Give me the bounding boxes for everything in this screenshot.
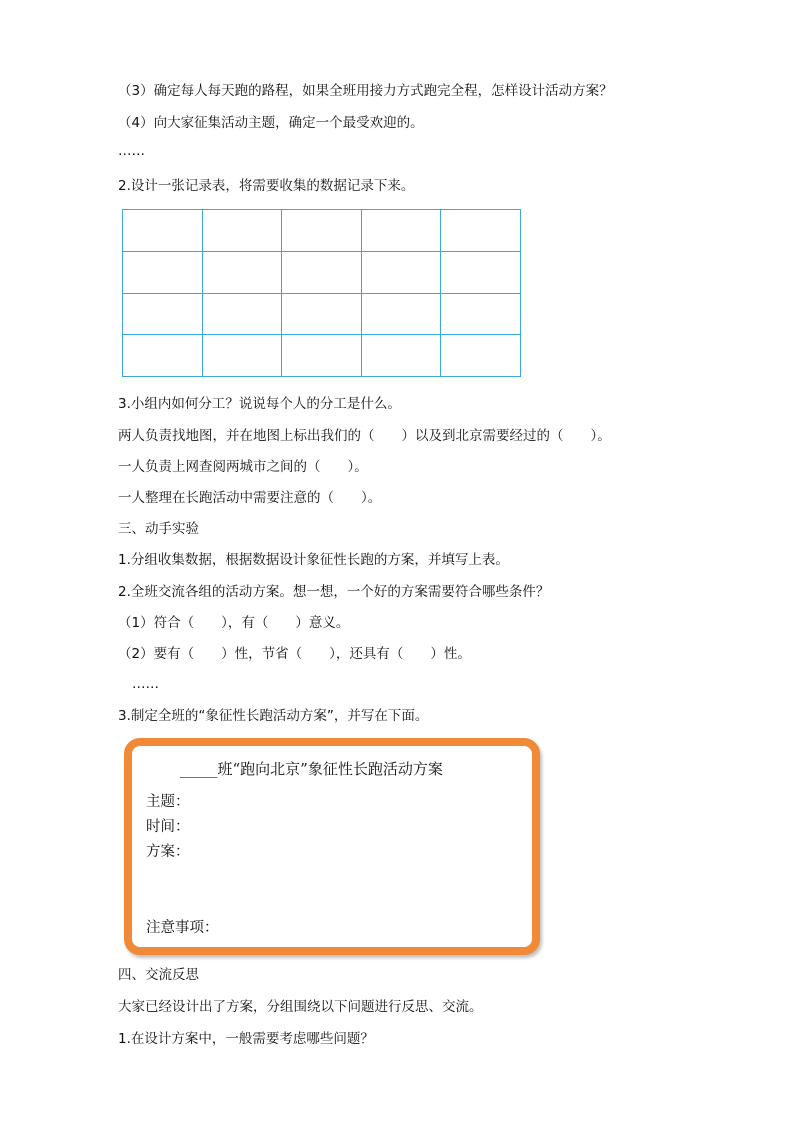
task-2-instruction: 2.设计一张记录表，将需要收集的数据记录下来。 — [118, 178, 415, 194]
reflection-question-1: 1.在设计方案中，一般需要考虑哪些问题？ — [118, 1031, 374, 1047]
reflection-intro-text: 大家已经设计出了方案，分组围绕以下问题进行反思、交流。 — [118, 999, 483, 1015]
section-four-heading: 四、交流反思 — [118, 967, 199, 983]
table-row — [123, 293, 521, 335]
table-cell[interactable] — [202, 251, 282, 293]
plan-box-title: _____班“跑向北京”象征性长跑活动方案 — [180, 760, 443, 778]
table-cell[interactable] — [123, 293, 203, 335]
table-cell[interactable] — [282, 293, 362, 335]
exp-task-2-text: 2.全班交流各组的活动方案。想一想，一个好的方案需要符合哪些条件？ — [118, 584, 550, 600]
plan-theme-label: 主题： — [146, 794, 190, 810]
exp-task-1-text: 1.分组收集数据，根据数据设计象征性长跑的方案，并填写上表。 — [118, 552, 509, 568]
duty-map-text: 两人负责找地图，并在地图上标出我们的（ ）以及到北京需要经过的（ ）。 — [118, 428, 611, 444]
table-cell[interactable] — [202, 210, 282, 252]
table-cell[interactable] — [361, 251, 441, 293]
plan-scheme-label: 方案： — [146, 844, 190, 860]
item-4-text: （4）向大家征集活动主题，确定一个最受欢迎的。 — [118, 115, 424, 131]
duty-distance-text: 一人负责上网查阅两城市之间的（ ）。 — [118, 459, 368, 475]
table-cell[interactable] — [123, 210, 203, 252]
table-row — [123, 251, 521, 293]
table-row — [123, 335, 521, 377]
item-3-text: （3）确定每人每天跑的路程，如果全班用接力方式跑完全程，怎样设计活动方案？ — [118, 83, 613, 99]
table-cell[interactable] — [202, 335, 282, 377]
table-cell[interactable] — [282, 335, 362, 377]
plan-time-label: 时间： — [146, 819, 190, 835]
condition-1-text: （1）符合（ ），有（ ）意义。 — [118, 615, 350, 631]
table-cell[interactable] — [361, 293, 441, 335]
section-three-heading: 三、动手实验 — [118, 521, 199, 537]
table-cell[interactable] — [123, 335, 203, 377]
task-3-instruction: 3.小组内如何分工？说说每个人的分工是什么。 — [118, 396, 401, 412]
table-cell[interactable] — [441, 251, 521, 293]
table-cell[interactable] — [441, 335, 521, 377]
ellipsis: …… — [118, 143, 145, 159]
record-table — [122, 209, 521, 377]
plan-notes-label: 注意事项： — [146, 920, 219, 936]
plan-box — [124, 738, 540, 955]
table-cell[interactable] — [441, 210, 521, 252]
condition-2-text: （2）要有（ ）性，节省（ ），还具有（ ）性。 — [118, 646, 471, 662]
duty-notes-text: 一人整理在长跑活动中需要注意的（ ）。 — [118, 490, 382, 506]
table-cell[interactable] — [282, 251, 362, 293]
table-cell[interactable] — [123, 251, 203, 293]
table-cell[interactable] — [441, 293, 521, 335]
table-cell[interactable] — [282, 210, 362, 252]
table-row — [123, 210, 521, 252]
ellipsis: …… — [132, 676, 159, 692]
table-cell[interactable] — [361, 210, 441, 252]
table-cell[interactable] — [361, 335, 441, 377]
table-cell[interactable] — [202, 293, 282, 335]
exp-task-3-text: 3.制定全班的“象征性长跑活动方案”，并写在下面。 — [118, 708, 429, 724]
